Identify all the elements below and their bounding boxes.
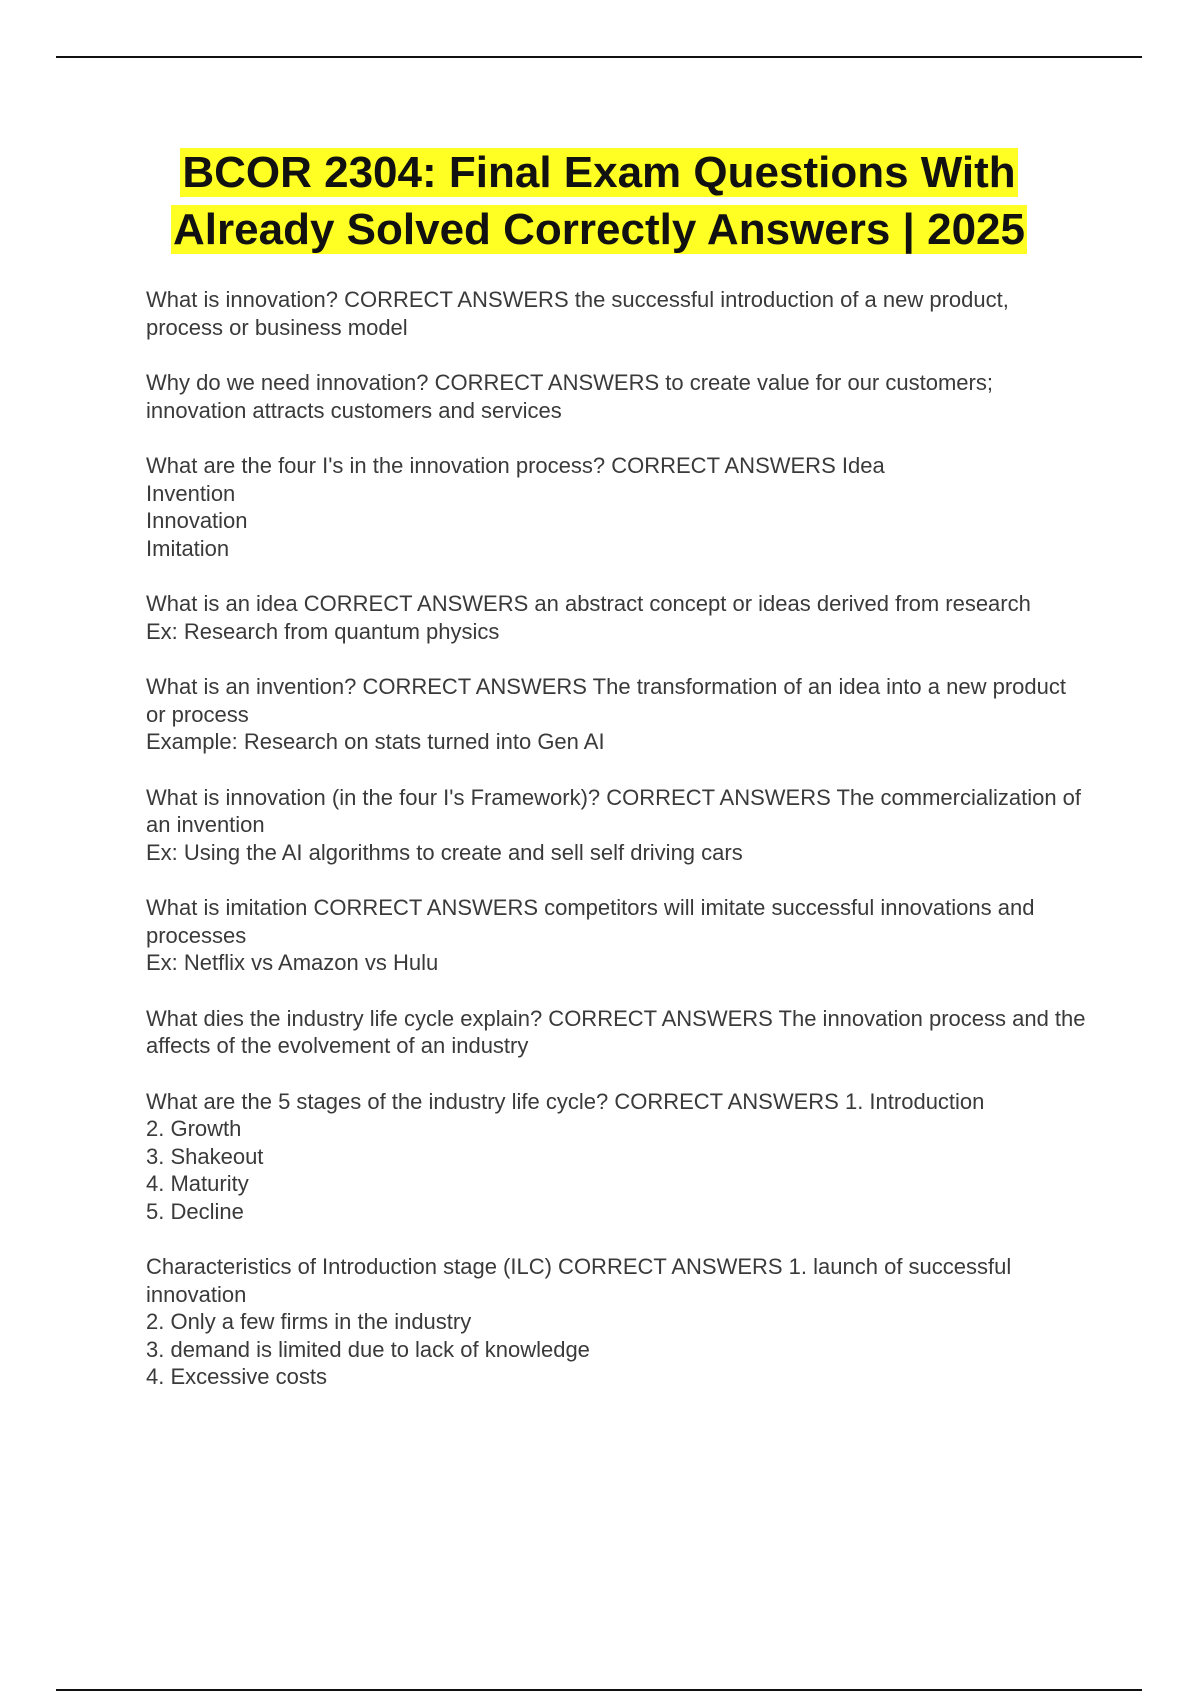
qa-list (146, 286, 1086, 1419)
qa-entry (146, 673, 1086, 756)
qa-extra-line: 2. Only a few firms in the industry (146, 1309, 472, 1334)
qa-text: What are the four I's in the innovation process? CORRECT ANSWERS Idea (146, 453, 885, 478)
qa-extra-line: Imitation (146, 535, 230, 561)
qa-entry (146, 1005, 1086, 1060)
qa-text: What is innovation (in the four I's Framework)? CORRECT ANSWERS The commercialization of an invention (146, 784, 1082, 837)
qa-extra-line: Ex: Research from quantum physics (146, 618, 500, 644)
qa-entry (146, 1088, 1086, 1226)
qa-extra-line: Example: Research on stats turned into Gen AI (146, 729, 605, 754)
qa-extra-line: Invention (146, 480, 236, 506)
title-line-2: Already Solved Correctly Answers | 2025 (173, 205, 1025, 254)
qa-text: What is innovation? CORRECT ANSWERS the successful introduction of a new product, process or business model (146, 287, 1009, 340)
qa-text: What is an idea CORRECT ANSWERS an abstract concept or ideas derived from research (146, 591, 1031, 616)
qa-entry (146, 784, 1086, 867)
qa-text: What are the 5 stages of the industry life cycle? CORRECT ANSWERS 1. Introduction (146, 1088, 985, 1114)
top-divider (56, 56, 1142, 58)
qa-extra-line: 4. Maturity (146, 1171, 249, 1196)
title-line-1: BCOR 2304: Final Exam Questions With (182, 148, 1016, 197)
qa-extra-line: 2. Growth (146, 1116, 242, 1141)
qa-extra-line: Ex: Using the AI algorithms to create and sell self driving cars (146, 839, 743, 865)
qa-extra-line: 4. Excessive costs (146, 1364, 327, 1389)
qa-entry (146, 452, 1086, 562)
qa-extra-line: 3. demand is limited due to lack of knowledge (146, 1336, 590, 1362)
qa-text: What is imitation CORRECT ANSWERS competitors will imitate successful innovations and processes (146, 895, 1035, 948)
qa-extra-line: Innovation (146, 508, 248, 533)
qa-text: What is an invention? CORRECT ANSWERS The transformation of an idea into a new product or process (146, 674, 1066, 727)
qa-text: Why do we need innovation? CORRECT ANSWERS to create value for our customers; innovation attracts customers and services (146, 370, 993, 423)
bottom-divider (56, 1689, 1142, 1691)
qa-entry (146, 1253, 1086, 1391)
qa-text: What dies the industry life cycle explain? CORRECT ANSWERS The innovation process and the affects of the evolvement of an industry (146, 1005, 1086, 1058)
qa-entry (146, 286, 1086, 341)
qa-entry (146, 369, 1086, 424)
qa-entry (146, 590, 1086, 645)
qa-extra-line: 3. Shakeout (146, 1143, 264, 1169)
qa-text: Characteristics of Introduction stage (ILC) CORRECT ANSWERS 1. launch of successful innovation (146, 1254, 1012, 1307)
qa-entry (146, 894, 1086, 977)
qa-extra-line: Ex: Netflix vs Amazon vs Hulu (146, 950, 439, 975)
document-title (56, 144, 1142, 258)
qa-extra-line: 5. Decline (146, 1198, 244, 1224)
